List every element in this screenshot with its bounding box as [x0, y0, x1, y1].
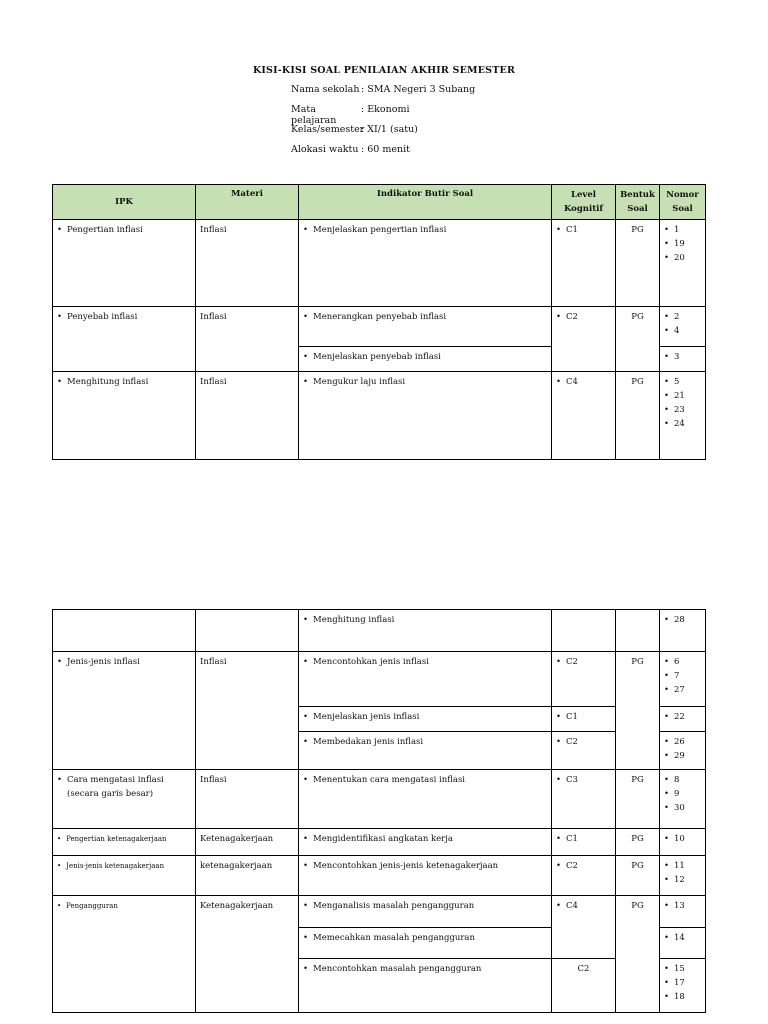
indikator-text: • Mengukur laju inflasi [303, 375, 547, 389]
nomor-cell [660, 307, 706, 347]
info-value: : SMA Negeri 3 Subang [361, 84, 476, 95]
ipk-cell [53, 856, 196, 896]
indikator-cell [299, 652, 552, 707]
indikator-cell [299, 829, 552, 856]
nomor-item: • 24 [664, 417, 701, 431]
kisi-kisi-table-2 [52, 609, 706, 1013]
header-nomor: Nomor Soal [660, 185, 706, 220]
header-ipk: IPK [53, 185, 196, 220]
indikator-cell [299, 220, 552, 307]
nomor-item: • 17 [664, 976, 701, 990]
level-text: • C1 [556, 710, 611, 724]
indikator-cell [299, 610, 552, 652]
bentuk-cell [616, 610, 660, 652]
nomor-list [664, 710, 701, 724]
bentuk-cell: PG [616, 307, 660, 372]
level-cell [552, 732, 616, 770]
level-text: • C4 [556, 899, 611, 913]
indikator-text: • Menjelaskan pengertian inflasi [303, 223, 547, 237]
nomor-cell [660, 928, 706, 959]
level-text: • C2 [556, 735, 611, 749]
level-text: • C1 [556, 832, 611, 846]
nomor-item: • 29 [664, 749, 701, 763]
level-text: • C2 [556, 655, 611, 669]
info-label: Alokasi waktu [291, 144, 359, 155]
header-level: Level Kognitif [552, 185, 616, 220]
nomor-cell [660, 732, 706, 770]
info-row-school [291, 84, 475, 104]
nomor-item: • 1 [664, 223, 701, 237]
level-cell [552, 610, 616, 652]
nomor-list [664, 655, 701, 697]
nomor-item: • 21 [664, 389, 701, 403]
info-label: Kelas/semester [291, 124, 365, 135]
indikator-cell [299, 959, 552, 1013]
materi-cell: ketenagakerjaan [196, 856, 299, 896]
materi-cell: Ketenagakerjaan [196, 829, 299, 856]
bentuk-cell: PG [616, 220, 660, 307]
indikator-text: • Mencontohkan masalah pengangguran [303, 962, 547, 976]
indikator-cell [299, 707, 552, 732]
ipk-cell [53, 652, 196, 770]
bentuk-cell: PG [616, 856, 660, 896]
indikator-text: • Menentukan cara mengatasi inflasi [303, 773, 547, 787]
table-row [53, 307, 706, 347]
indikator-cell [299, 896, 552, 928]
nomor-cell [660, 372, 706, 460]
nomor-list [664, 223, 701, 265]
nomor-list [664, 375, 701, 431]
ipk-cell [53, 896, 196, 1013]
table-row [53, 856, 706, 896]
indikator-text: • Memecahkan masalah pengangguran [303, 931, 547, 945]
header-indikator: Indikator Butir Soal [299, 185, 552, 220]
info-row-subject [291, 104, 475, 124]
nomor-list [664, 832, 701, 846]
nomor-list [664, 899, 701, 913]
nomor-item: • 6 [664, 655, 701, 669]
nomor-item: • 9 [664, 787, 701, 801]
level-text: • C4 [556, 375, 611, 389]
table-row [53, 372, 706, 460]
ipk-text: • Penyebab inflasi [57, 310, 191, 324]
materi-cell [196, 610, 299, 652]
ipk-text: • Jenis-jenis inflasi [57, 655, 191, 669]
nomor-cell [660, 610, 706, 652]
nomor-cell [660, 707, 706, 732]
bentuk-cell: PG [616, 372, 660, 460]
nomor-list [664, 931, 701, 945]
nomor-item: • 22 [664, 710, 701, 724]
ipk-cell [53, 220, 196, 307]
table-header-row [53, 185, 706, 220]
ipk-cell [53, 307, 196, 372]
nomor-item: • 11 [664, 859, 701, 873]
level-cell [552, 829, 616, 856]
nomor-cell [660, 347, 706, 372]
level-cell [552, 220, 616, 307]
ipk-text: • Jenis-jenis ketenagakerjaan [57, 859, 191, 873]
ipk-text: • Pengertian ketenagakerjaan [57, 832, 191, 846]
indikator-cell [299, 307, 552, 347]
indikator-text: • Menjelaskan penyebab inflasi [303, 350, 547, 364]
ipk-cell [53, 770, 196, 829]
nomor-list [664, 350, 701, 364]
nomor-item: • 13 [664, 899, 701, 913]
indikator-text: • Mengidentifikasi angkatan kerja [303, 832, 547, 846]
indikator-text: • Mencontohkan jenis-jenis ketenagakerjaan [303, 859, 547, 873]
table-row [53, 610, 706, 652]
table-row [53, 896, 706, 928]
level-text: • C2 [556, 310, 611, 324]
kisi-kisi-table-1 [52, 184, 706, 460]
ipk-text: • Pengangguran [57, 899, 191, 913]
nomor-list [664, 310, 701, 338]
level-text: • C2 [556, 859, 611, 873]
indikator-cell [299, 732, 552, 770]
materi-cell: Inflasi [196, 220, 299, 307]
ipk-cell [53, 610, 196, 652]
materi-cell: Inflasi [196, 770, 299, 829]
materi-cell: Inflasi [196, 652, 299, 770]
nomor-cell [660, 896, 706, 928]
ipk-cell [53, 372, 196, 460]
nomor-cell [660, 220, 706, 307]
header-materi: Materi [196, 185, 299, 220]
indikator-cell [299, 347, 552, 372]
indikator-cell [299, 372, 552, 460]
table-row [53, 652, 706, 707]
nomor-item: • 10 [664, 832, 701, 846]
nomor-item: • 12 [664, 873, 701, 887]
indikator-text: • Menjelaskan jenis inflasi [303, 710, 547, 724]
level-cell [552, 307, 616, 372]
bentuk-cell: PG [616, 829, 660, 856]
document-title: KISI-KISI SOAL PENILAIAN AKHIR SEMESTER [252, 65, 516, 76]
nomor-item: • 23 [664, 403, 701, 417]
info-label: Nama sekolah [291, 84, 360, 95]
indikator-text: • Membedakan jenis inflasi [303, 735, 547, 749]
indikator-text: • Menerangkan penyebab inflasi [303, 310, 547, 324]
nomor-list [664, 962, 701, 1004]
indikator-cell [299, 928, 552, 959]
indikator-cell [299, 856, 552, 896]
bentuk-cell: PG [616, 652, 660, 770]
level-cell [552, 856, 616, 896]
level-text: • C3 [556, 773, 611, 787]
nomor-item: • 26 [664, 735, 701, 749]
level-cell: C2 [552, 959, 616, 1013]
ipk-cell [53, 829, 196, 856]
header-bentuk: Bentuk Soal [616, 185, 660, 220]
nomor-item: • 27 [664, 683, 701, 697]
nomor-cell [660, 829, 706, 856]
nomor-item: • 2 [664, 310, 701, 324]
materi-cell: Ketenagakerjaan [196, 896, 299, 1013]
nomor-item: • 14 [664, 931, 701, 945]
nomor-list [664, 735, 701, 763]
nomor-list [664, 859, 701, 887]
level-cell [552, 896, 616, 959]
indikator-text: • Mencontohkan jenis inflasi [303, 655, 547, 669]
nomor-item: • 3 [664, 350, 701, 364]
nomor-item: • 7 [664, 669, 701, 683]
nomor-item: • 8 [664, 773, 701, 787]
nomor-cell [660, 856, 706, 896]
nomor-item: • 20 [664, 251, 701, 265]
nomor-cell [660, 652, 706, 707]
nomor-item: • 15 [664, 962, 701, 976]
indikator-cell [299, 770, 552, 829]
nomor-list [664, 773, 701, 815]
ipk-text: • Cara mengatasi inflasi (secara garis besar) [57, 773, 191, 801]
info-value: : Ekonomi [361, 104, 410, 115]
level-cell [552, 652, 616, 707]
level-cell [552, 770, 616, 829]
table-row [53, 220, 706, 307]
info-row-class [291, 124, 475, 144]
indikator-text: • Menganalisis masalah pengangguran [303, 899, 547, 913]
nomor-item: • 5 [664, 375, 701, 389]
nomor-item: • 28 [664, 613, 701, 627]
level-cell [552, 707, 616, 732]
materi-cell: Inflasi [196, 372, 299, 460]
nomor-item: • 30 [664, 801, 701, 815]
info-row-time [291, 144, 475, 164]
table-row [53, 829, 706, 856]
ipk-text: • Menghitung inflasi [57, 375, 191, 389]
info-label: Mata pelajaran [291, 104, 337, 126]
nomor-list [664, 613, 701, 627]
nomor-item: • 4 [664, 324, 701, 338]
document-info [291, 84, 475, 164]
indikator-text: • Menghitung inflasi [303, 613, 547, 627]
nomor-cell [660, 959, 706, 1013]
level-cell [552, 372, 616, 460]
materi-cell: Inflasi [196, 307, 299, 372]
level-text: • C1 [556, 223, 611, 237]
info-value: : XI/1 (satu) [361, 124, 418, 135]
bentuk-cell: PG [616, 770, 660, 829]
nomor-item: • 18 [664, 990, 701, 1004]
info-value: : 60 menit [361, 144, 410, 155]
bentuk-cell: PG [616, 896, 660, 1013]
nomor-cell [660, 770, 706, 829]
ipk-text: • Pengertian inflasi [57, 223, 191, 237]
table-row [53, 770, 706, 829]
nomor-item: • 19 [664, 237, 701, 251]
